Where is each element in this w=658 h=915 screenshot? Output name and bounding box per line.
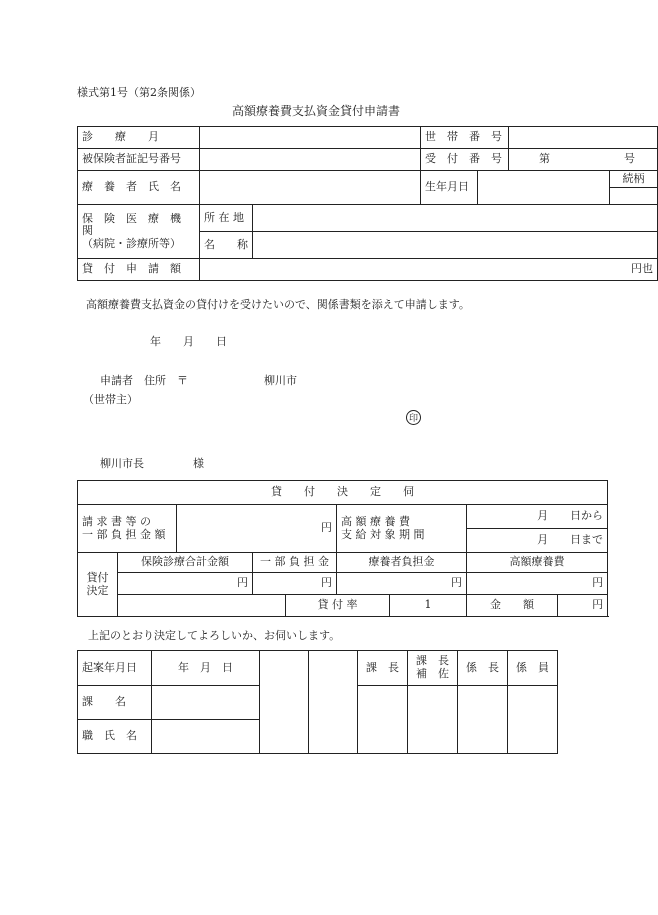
shozaichi-field[interactable]	[253, 205, 658, 232]
en-2: 円	[321, 576, 332, 590]
kian-label: 起案年月日	[78, 651, 152, 686]
shoku-shimei-label: 職 氏 名	[78, 720, 152, 754]
hoken-iryo-kikan-label	[78, 205, 200, 259]
seikyu-label	[78, 505, 177, 553]
period-to-field[interactable]	[467, 529, 608, 553]
kacho-hosa-stamp[interactable]	[408, 686, 458, 754]
zokugara-label: 続柄	[610, 171, 658, 188]
hoken-iryo-kikan-line2: （病院・診療所等）	[82, 236, 181, 250]
kogaku-line2: 支 給 対 象 期 間	[341, 527, 425, 541]
application-date: 年 月 日	[150, 335, 227, 348]
application-table	[77, 126, 658, 281]
seinengappi-label: 生年月日	[421, 171, 478, 205]
meisho-label: 名 称	[200, 232, 253, 259]
col-ichibu-futan: 一 部 負 担 金	[253, 553, 337, 573]
stamp-box-1[interactable]	[260, 651, 309, 754]
stamp-box-2[interactable]	[309, 651, 358, 754]
en-3: 円	[451, 576, 462, 590]
applicant-label: 申請者 住所 〒	[100, 374, 188, 387]
en-nari-label: 円也	[631, 262, 653, 276]
shinryo-tsuki-field[interactable]	[200, 127, 421, 149]
seikyu-line2: 一 部 負 担 金 額	[82, 527, 166, 541]
shinryo-tsuki-label: 診 療 月	[78, 127, 200, 149]
applicant-city: 柳川市	[264, 374, 297, 387]
addressee: 柳川市長	[100, 457, 144, 470]
period-from-field[interactable]	[467, 505, 608, 529]
kashitsuke-shinsei-gaku-label: 貸 付 申 請 額	[78, 259, 200, 281]
to-day: 日まで	[570, 533, 604, 547]
col-hoken-goukei: 保険診療合計金額	[118, 553, 253, 573]
kakariin-stamp[interactable]	[508, 686, 558, 754]
en-1: 円	[237, 576, 248, 590]
form-title: 高額療養費支払資金貸付申請書	[232, 104, 401, 118]
from-day: 日から	[570, 509, 604, 523]
form-number: 様式第1号（第2条関係）	[77, 86, 201, 99]
setai-bango-label: 世 帯 番 号	[421, 127, 509, 149]
kian-date: 年 月 日	[178, 660, 233, 674]
hoken-goukei-field[interactable]	[118, 573, 253, 595]
from-month: 月	[537, 509, 549, 523]
kacho-hosa-line2: 補 佐	[416, 667, 449, 680]
kettei-line1: 貸付	[86, 570, 109, 584]
shoku-shimei-field[interactable]	[152, 720, 260, 754]
shozaichi-label: 所 在 地	[200, 205, 253, 232]
setai-bango-field[interactable]	[509, 127, 658, 149]
meisho-field[interactable]	[253, 232, 658, 259]
hoken-iryo-kikan-line1: 保 険 医 療 機 関	[82, 211, 192, 238]
ryoyosha-label: 療 養 者 氏 名	[78, 171, 200, 205]
request-statement: 高額療養費支払資金の貸付けを受けたいので、関係書類を添えて申請します。	[86, 298, 470, 311]
kogaku-line1: 高 額 療 養 費	[341, 514, 410, 528]
kashitsuke-shinsei-gaku-field[interactable]	[200, 259, 658, 281]
addressee-sama: 様	[193, 457, 204, 470]
ichibu-futan-field[interactable]	[253, 573, 337, 595]
kogaku-field[interactable]	[467, 573, 608, 595]
ryoyosha-futan-field[interactable]	[337, 573, 467, 595]
hihoken-bango-field[interactable]	[200, 149, 421, 171]
seikyu-line1: 請 求 書 等 の	[82, 514, 151, 528]
kashitsuke-ritsu-label: 貸 付 率	[286, 595, 390, 617]
ka-mei-field[interactable]	[152, 686, 260, 720]
blank-cell	[118, 595, 286, 617]
kacho-hosa-label	[408, 651, 458, 686]
col-kogaku: 高額療養費	[467, 553, 608, 573]
kogaku-period-label	[337, 505, 467, 553]
seikyu-en: 円	[321, 521, 332, 535]
seinengappi-field[interactable]	[478, 171, 610, 205]
ryoyosha-field[interactable]	[200, 171, 421, 205]
kacho-hosa-line1: 課 長	[416, 654, 449, 668]
uketsuke-bango-label: 受 付 番 号	[421, 149, 509, 171]
household-head-label: （世帯主）	[83, 393, 138, 406]
kacho-stamp[interactable]	[358, 686, 408, 754]
kakaricho-label: 係 長	[458, 651, 508, 686]
decision-request: 上記のとおり決定してよろしいか、お伺いします。	[88, 629, 341, 642]
approval-table	[77, 650, 558, 754]
hihoken-bango-label: 被保険者証記号番号	[78, 149, 200, 171]
kingaku-label: 金 額	[467, 595, 558, 617]
en-5: 円	[592, 598, 604, 612]
kashitsuke-ritsu-value: 1	[390, 595, 467, 617]
col-ryoyosha-futan: 療養者負担金	[337, 553, 467, 573]
dai-label: 第	[539, 152, 550, 166]
zokugara-field[interactable]	[610, 188, 658, 205]
kingaku-field[interactable]	[558, 595, 608, 617]
seal-text: 印	[408, 414, 418, 424]
to-month: 月	[537, 533, 549, 547]
decision-table	[77, 480, 608, 617]
kettei-line2: 決定	[86, 583, 109, 597]
en-4: 円	[592, 576, 604, 590]
kakariin-label: 係 員	[508, 651, 558, 686]
kakaricho-stamp[interactable]	[458, 686, 508, 754]
kian-date-field[interactable]	[152, 651, 260, 686]
ka-mei-label: 課 名	[78, 686, 152, 720]
go-label: 号	[624, 152, 635, 166]
kacho-label: 課 長	[358, 651, 408, 686]
uketsuke-bango-field[interactable]	[509, 149, 658, 171]
seikyu-amount-field[interactable]	[177, 505, 337, 553]
decision-heading: 貸 付 決 定 伺	[78, 481, 608, 505]
kashitsuke-kettei-label	[78, 553, 118, 617]
seal-mark	[406, 410, 421, 425]
